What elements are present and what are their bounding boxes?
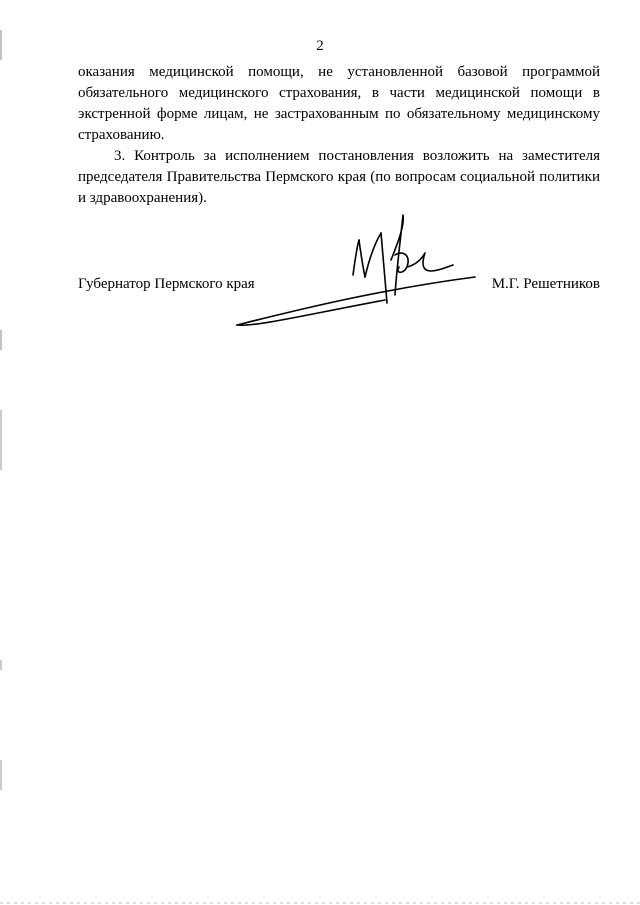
signatory-title: Губернатор Пермского края — [78, 276, 255, 292]
signatory-name: М.Г. Решетников — [491, 276, 600, 292]
document-body — [78, 62, 600, 209]
handwritten-signature — [225, 205, 485, 340]
page-number: 2 — [316, 38, 324, 54]
paragraph-continuation: оказания медицинской помощи, не установленной базовой программой обязательного медицинского страхования, в части медицинской помощи в экстренной форме лицам, не застрахованным по обязательному медицинскому страхованию. — [78, 64, 600, 143]
signature-block — [78, 276, 600, 298]
paragraph-item-3: 3. Контроль за исполнением постановления возложить на заместителя председателя Правительства Пермского края (по вопросам социальной политики и здравоохранения). — [78, 148, 600, 206]
